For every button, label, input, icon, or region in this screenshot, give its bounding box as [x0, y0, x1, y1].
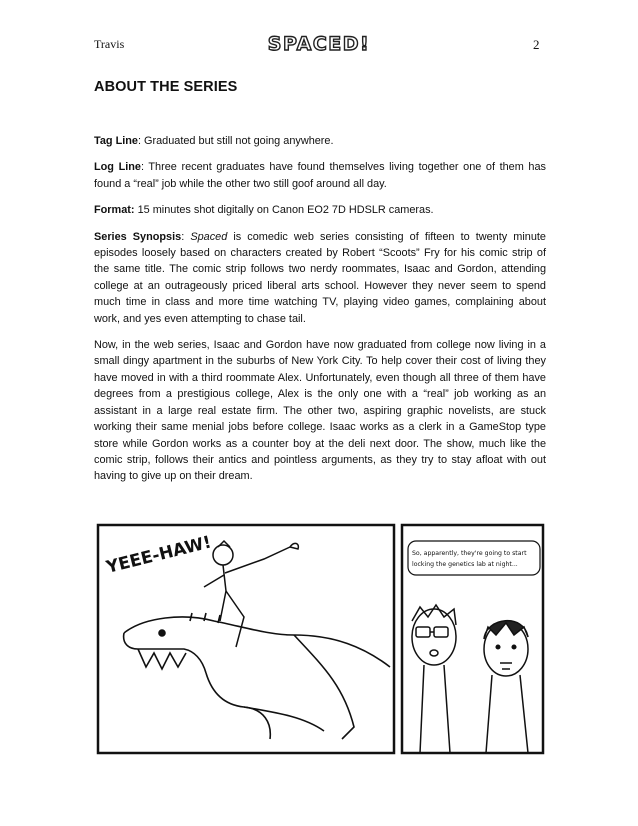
synopsis-title-italic: Spaced — [190, 230, 228, 243]
synopsis-text: is comedic web series consisting of fifteen to twenty minute episodes loosely based on characters created by Robert “Scoots” Fry for his comic strip of the same title. The comic strip follows two nerdy roommates, Isaac and Gordon, attending college at an outrageously priced liberal arts school. However they never seem to spend much time in class and more time watching TV, playing video games, complaining about work, and yes even attempting to chase tail. — [94, 230, 546, 325]
logline-text: : Three recent graduates have found themselves living together one of them has found a “real” job while the other two still goof around all day. — [94, 161, 546, 190]
comic-shout-text: YEEE-HAW! — [104, 532, 214, 578]
logline-paragraph — [94, 159, 546, 192]
document-body — [94, 133, 546, 495]
synopsis-sep: : — [181, 230, 191, 243]
section-title: ABOUT THE SERIES — [94, 79, 238, 95]
second-paragraph: Now, in the web series, Isaac and Gordon have now graduated from college now living in a small dingy apartment in the suburbs of New York City. To help cover their cost of living they have moved in with a third roommate Alex. Unfortunately, even though all three of them have degrees from a prestigious college, Alex is the only one with a “real” job working as an assistant in a large real estate firm. The other two, aspiring graphic novelists, are stuck working their same menial jobs before college. Isaac works as a clerk in a GameStop type store while Gordon works as a counter boy at the deli next door. The show, much like the comic strip, follows their antics and pointless arguments, as they try to stay afloat with out having to give up on their dream. — [94, 339, 546, 483]
tagline-text: : Graduated but still not going anywhere. — [137, 135, 334, 147]
comic-strip-illustration — [94, 517, 547, 760]
speech-line-1: So, apparently, they're going to start — [412, 550, 527, 557]
logo-text: SPACED! — [268, 33, 370, 55]
page-number: 2 — [533, 37, 540, 52]
synopsis-paragraph — [94, 229, 546, 327]
tagline-label: Tag Line — [94, 135, 138, 147]
tagline-paragraph — [94, 133, 546, 149]
header-author: Travis — [94, 37, 125, 51]
speech-line-2: locking the genetics lab at night... — [412, 561, 518, 568]
format-paragraph — [94, 202, 546, 218]
speech-bubble — [408, 541, 540, 575]
format-text: 15 minutes shot digitally on Canon EO2 7D HDSLR cameras. — [134, 204, 434, 217]
format-label: Format: — [94, 204, 135, 217]
spaced-logo — [268, 30, 370, 56]
logline-label: Log Line — [94, 161, 141, 174]
synopsis-label: Series Synopsis — [94, 230, 182, 243]
